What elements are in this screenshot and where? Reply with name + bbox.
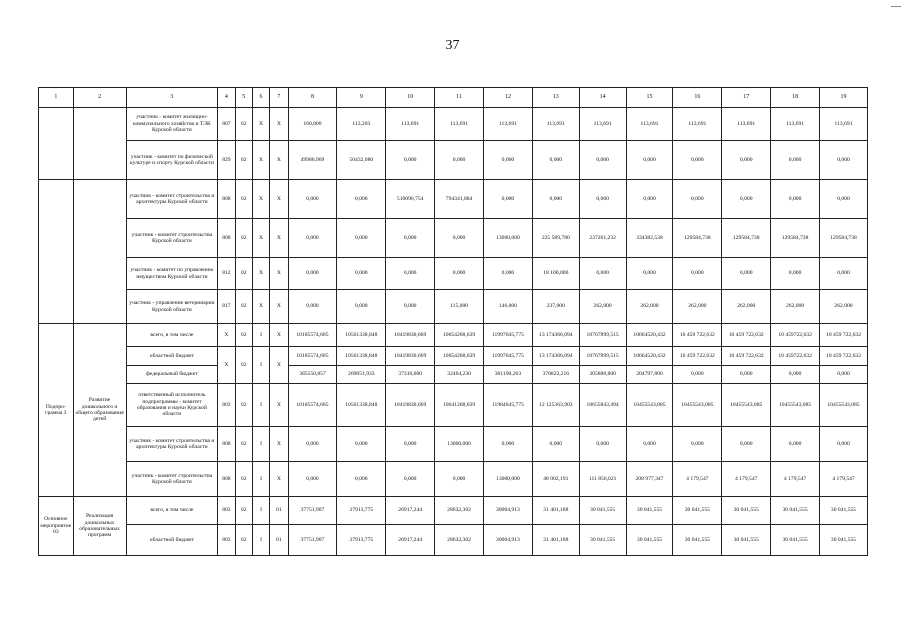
value-cell: 113,691 — [579, 108, 626, 141]
cell: I — [252, 525, 269, 556]
value-cell: 10185574,685 — [288, 384, 337, 427]
value-cell: 10654268,639 — [435, 324, 484, 347]
cell: Х — [270, 219, 288, 258]
cell: 02 — [235, 384, 252, 427]
cell: 808 — [218, 180, 235, 219]
value-cell: 113,691 — [532, 108, 579, 141]
value-cell: 26917,244 — [386, 497, 435, 525]
cell: Х — [270, 180, 288, 219]
table-row — [39, 462, 868, 497]
value-cell: 37751,907 — [288, 497, 337, 525]
value-cell: 0,000 — [386, 427, 435, 462]
value-cell: 237,000 — [532, 290, 579, 324]
value-cell: 18 100,000 — [532, 258, 579, 290]
value-cell: 0,000 — [532, 141, 579, 180]
cell: I — [252, 324, 269, 347]
col-header: 9 — [337, 88, 386, 108]
value-cell: 4 179,547 — [771, 462, 820, 497]
value-cell: 0,000 — [288, 427, 337, 462]
cell: I — [252, 497, 269, 525]
value-cell: 30 041,555 — [771, 525, 820, 556]
value-cell: 334382,538 — [626, 219, 673, 258]
empty-cell — [39, 108, 74, 180]
value-cell: 10 459722,632 — [771, 324, 820, 347]
value-cell: 262,000 — [722, 290, 771, 324]
value-cell: 10419830,669 — [386, 384, 435, 427]
value-cell: 204797,800 — [626, 366, 673, 384]
value-cell: 13000,000 — [435, 427, 484, 462]
value-cell: 30 041,555 — [626, 525, 673, 556]
value-cell: 0,000 — [288, 258, 337, 290]
col-header: 5 — [235, 88, 252, 108]
value-cell: 37913,775 — [337, 497, 386, 525]
header-row — [39, 88, 868, 108]
value-cell: 10654268,639 — [435, 347, 484, 366]
cell: Х — [270, 384, 288, 427]
value-cell: 0,000 — [579, 180, 626, 219]
corner-mark — [891, 6, 901, 7]
value-cell: 4 179,547 — [820, 462, 868, 497]
cell: I — [252, 347, 269, 384]
value-cell: 12 125363,903 — [532, 384, 579, 427]
value-cell: 0,000 — [337, 462, 386, 497]
value-cell: 262,000 — [673, 290, 722, 324]
col-header: 1 — [39, 88, 74, 108]
value-cell: 361190,263 — [484, 366, 533, 384]
row-desc: участник - комитет строительства Курской области — [126, 219, 218, 258]
value-cell: 0,000 — [820, 427, 868, 462]
value-cell: 113,691 — [484, 108, 533, 141]
row-desc: участник - управление ветеринарии Курской области — [126, 290, 218, 324]
value-cell: 30 041,555 — [771, 497, 820, 525]
row-desc: участник - комитет по физической культуре и спорту Курской области — [126, 141, 218, 180]
col-header: 12 — [484, 88, 533, 108]
value-cell: 794341,884 — [435, 180, 484, 219]
row-desc: всего, в том числе — [126, 324, 218, 347]
value-cell: 0,000 — [386, 219, 435, 258]
value-cell: 0,000 — [579, 141, 626, 180]
value-cell: 0,000 — [386, 258, 435, 290]
value-cell: 0,000 — [771, 141, 820, 180]
cell: 812 — [218, 258, 235, 290]
cell: Х — [270, 290, 288, 324]
value-cell: 0,000 — [386, 141, 435, 180]
cell: 803 — [218, 497, 235, 525]
value-cell: 10185574,685 — [288, 324, 337, 347]
value-cell: 10455543,085 — [626, 384, 673, 427]
value-cell: 30 041,555 — [820, 497, 868, 525]
value-cell: 0,000 — [435, 462, 484, 497]
value-cell: 113,691 — [820, 108, 868, 141]
value-cell: 13000,000 — [484, 462, 533, 497]
value-cell: 30004,913 — [484, 525, 533, 556]
value-cell: 269051,933 — [337, 366, 386, 384]
value-cell: 113,691 — [673, 108, 722, 141]
value-cell: 0,000 — [626, 141, 673, 180]
value-cell: 113,691 — [722, 108, 771, 141]
value-cell: 129584,738 — [673, 219, 722, 258]
value-cell: 0,000 — [673, 180, 722, 219]
value-cell: 10664520,432 — [626, 347, 673, 366]
col-header: 4 — [218, 88, 235, 108]
cell: Х — [270, 108, 288, 141]
table-row — [39, 384, 868, 427]
cell: 808 — [218, 462, 235, 497]
value-cell: 37751,907 — [288, 525, 337, 556]
col-header: 14 — [579, 88, 626, 108]
activity-label: Основное мероприятие 03 — [39, 497, 74, 556]
table-row — [39, 366, 868, 384]
value-cell: 0,000 — [820, 366, 868, 384]
value-cell: 0,000 — [722, 141, 771, 180]
value-cell: 10 459 722,632 — [673, 347, 722, 366]
value-cell: 0,000 — [386, 462, 435, 497]
value-cell: 4 179,547 — [673, 462, 722, 497]
value-cell: 11997645,775 — [484, 347, 533, 366]
value-cell: 225 589,780 — [532, 219, 579, 258]
value-cell: 10419830,669 — [386, 324, 435, 347]
value-cell: 129584,738 — [820, 219, 868, 258]
value-cell: 13000,000 — [484, 219, 533, 258]
col-header: 13 — [532, 88, 579, 108]
value-cell: 48 002,191 — [532, 462, 579, 497]
cell: 808 — [218, 219, 235, 258]
value-cell: 30 041,555 — [722, 525, 771, 556]
value-cell: 10 459 722,632 — [820, 324, 868, 347]
value-cell: 30 041,555 — [820, 525, 868, 556]
value-cell: 0,000 — [337, 180, 386, 219]
cell: Х — [252, 219, 269, 258]
value-cell: 13 174366,094 — [532, 347, 579, 366]
table-row — [39, 219, 868, 258]
value-cell: 262,000 — [771, 290, 820, 324]
value-cell: 370822,216 — [532, 366, 579, 384]
cell: 829 — [218, 141, 235, 180]
col-header: 17 — [722, 88, 771, 108]
value-cell: 10 459 722,632 — [722, 324, 771, 347]
value-cell: 160,800 — [288, 108, 337, 141]
cell: Х — [270, 141, 288, 180]
value-cell: 510096,754 — [386, 180, 435, 219]
cell: 02 — [235, 427, 252, 462]
value-cell: 0,000 — [288, 290, 337, 324]
value-cell: 0,000 — [484, 258, 533, 290]
value-cell: 0,000 — [337, 258, 386, 290]
cell: 02 — [235, 324, 252, 347]
value-cell: 10455543,085 — [771, 384, 820, 427]
value-cell: 0,000 — [435, 258, 484, 290]
cell: 02 — [235, 180, 252, 219]
cell: 02 — [235, 219, 252, 258]
cell: Х — [270, 324, 288, 347]
value-cell: 262,000 — [820, 290, 868, 324]
value-cell: 30 041,555 — [673, 497, 722, 525]
value-cell: 113,691 — [771, 108, 820, 141]
value-cell: 31 401,188 — [532, 525, 579, 556]
value-cell: 10767899,515 — [579, 324, 626, 347]
cell: Х — [252, 290, 269, 324]
value-cell: 0,000 — [820, 180, 868, 219]
col-header: 10 — [386, 88, 435, 108]
value-cell: 113,691 — [386, 108, 435, 141]
cell: Х — [252, 108, 269, 141]
value-cell: 0,000 — [673, 258, 722, 290]
cell: Х — [252, 258, 269, 290]
value-cell: 49986,969 — [288, 141, 337, 180]
col-header: 7 — [270, 88, 288, 108]
value-cell: 10641268,639 — [435, 384, 484, 427]
value-cell: 0,000 — [484, 141, 533, 180]
value-cell: 0,000 — [626, 258, 673, 290]
cell: 807 — [218, 108, 235, 141]
value-cell: 26917,244 — [386, 525, 435, 556]
activity-name: Реализация дошкольных образовательных программ — [73, 497, 126, 556]
cell: 02 — [235, 108, 252, 141]
value-cell: 0,000 — [820, 258, 868, 290]
value-cell: 10 459722,632 — [771, 347, 820, 366]
row-desc: участник - комитет по управлению имуществом Курской области — [126, 258, 218, 290]
cell: 02 — [235, 462, 252, 497]
value-cell: 0,000 — [337, 219, 386, 258]
value-cell: 10 459 722,632 — [722, 347, 771, 366]
value-cell: 10455543,085 — [820, 384, 868, 427]
value-cell: 10 459 722,632 — [673, 324, 722, 347]
value-cell: 0,000 — [626, 180, 673, 219]
budget-table — [38, 87, 868, 556]
table-row — [39, 497, 868, 525]
value-cell: 385550,857 — [288, 366, 337, 384]
value-cell: 30 041,555 — [722, 497, 771, 525]
value-cell: 305888,800 — [579, 366, 626, 384]
value-cell: 0,000 — [532, 427, 579, 462]
cell: I — [252, 384, 269, 427]
cell: 808 — [218, 427, 235, 462]
value-cell: 0,000 — [820, 141, 868, 180]
value-cell: 262,000 — [626, 290, 673, 324]
table-row — [39, 525, 868, 556]
col-header: 8 — [288, 88, 337, 108]
value-cell: 10561338,848 — [337, 384, 386, 427]
col-header: 11 — [435, 88, 484, 108]
value-cell: 4 179,547 — [722, 462, 771, 497]
table-row — [39, 258, 868, 290]
value-cell: 208 977,347 — [626, 462, 673, 497]
row-desc: ответственный исполнитель подпрограммы - комитет образования и науки Курской области — [126, 384, 218, 427]
cell: Х — [270, 347, 288, 384]
value-cell: 0,000 — [626, 427, 673, 462]
value-cell: 10455543,085 — [673, 384, 722, 427]
cell: Х — [252, 141, 269, 180]
col-header: 6 — [252, 88, 269, 108]
value-cell: 30 041,555 — [579, 525, 626, 556]
table-row — [39, 180, 868, 219]
cell: 02 — [235, 347, 252, 384]
value-cell: 0,000 — [484, 180, 533, 219]
value-cell: 10 459 722,632 — [820, 347, 868, 366]
row-desc: участник - комитет строительства и архитектуры Курской области — [126, 427, 218, 462]
value-cell: 0,000 — [288, 180, 337, 219]
cell: 02 — [235, 497, 252, 525]
value-cell: 11984645,775 — [484, 384, 533, 427]
value-cell: 0,000 — [386, 290, 435, 324]
value-cell: 0,000 — [288, 462, 337, 497]
value-cell: 13 174366,094 — [532, 324, 579, 347]
value-cell: 0,000 — [722, 258, 771, 290]
value-cell: 30 041,555 — [673, 525, 722, 556]
value-cell: 10419830,669 — [386, 347, 435, 366]
table-row — [39, 290, 868, 324]
value-cell: 37913,775 — [337, 525, 386, 556]
value-cell: 113,691 — [435, 108, 484, 141]
value-cell: 0,000 — [722, 180, 771, 219]
value-cell: 28632,302 — [435, 497, 484, 525]
value-cell: 0,000 — [771, 180, 820, 219]
value-cell: 115,000 — [435, 290, 484, 324]
cell: I — [252, 427, 269, 462]
value-cell: 10185574,685 — [288, 347, 337, 366]
row-desc: всего, в том числе — [126, 497, 218, 525]
row-desc: участник - комитет жилищно-коммунального хозяйства и ТЭК Курской области — [126, 108, 218, 141]
value-cell: 11997645,775 — [484, 324, 533, 347]
table-row — [39, 141, 868, 180]
value-cell: 0,000 — [673, 141, 722, 180]
empty-cell — [39, 180, 74, 324]
cell: I — [252, 462, 269, 497]
cell: 02 — [235, 141, 252, 180]
col-header: 19 — [820, 88, 868, 108]
value-cell: 113,203 — [337, 108, 386, 141]
table-row — [39, 427, 868, 462]
value-cell: 129584,738 — [771, 219, 820, 258]
value-cell: 129584,738 — [722, 219, 771, 258]
value-cell: 0,000 — [579, 427, 626, 462]
cell: Х — [252, 180, 269, 219]
cell: 803 — [218, 384, 235, 427]
row-desc: участник - комитет строительства и архитектуры Курской области — [126, 180, 218, 219]
col-header: 2 — [73, 88, 126, 108]
value-cell: 0,000 — [579, 258, 626, 290]
value-cell: 10561338,848 — [337, 347, 386, 366]
cell: 02 — [235, 290, 252, 324]
value-cell: 10455543,085 — [722, 384, 771, 427]
col-header: 18 — [771, 88, 820, 108]
value-cell: 262,000 — [579, 290, 626, 324]
value-cell: 0,000 — [288, 219, 337, 258]
row-desc: участник - комитет строительства Курской области — [126, 462, 218, 497]
col-header: 3 — [126, 88, 218, 108]
value-cell: 0,000 — [673, 427, 722, 462]
subprogram-label: Подпро-грамма 3 — [39, 324, 74, 497]
value-cell: 0,000 — [722, 427, 771, 462]
cell: 01 — [270, 497, 288, 525]
value-cell: 0,000 — [673, 366, 722, 384]
row-desc: областной бюджет — [126, 347, 218, 366]
value-cell: 0,000 — [771, 258, 820, 290]
value-cell: 32464,230 — [435, 366, 484, 384]
col-header: 15 — [626, 88, 673, 108]
subprogram-name: Развитие дошкольного и общего образования детей — [73, 324, 126, 497]
cell: Х — [218, 324, 235, 347]
table-row — [39, 108, 868, 141]
empty-cell — [73, 108, 126, 180]
cell: Х — [270, 462, 288, 497]
cell: 01 — [270, 525, 288, 556]
value-cell: 0,000 — [484, 427, 533, 462]
value-cell: 0,000 — [337, 290, 386, 324]
table-row — [39, 324, 868, 347]
value-cell: 31 401,188 — [532, 497, 579, 525]
value-cell: 0,000 — [771, 427, 820, 462]
value-cell: 10561338,848 — [337, 324, 386, 347]
cell: 803 — [218, 525, 235, 556]
cell: 02 — [235, 525, 252, 556]
value-cell: 146,000 — [484, 290, 533, 324]
empty-cell — [73, 180, 126, 324]
page-number: 37 — [445, 38, 460, 53]
value-cell: 37316,000 — [386, 366, 435, 384]
cell: 817 — [218, 290, 235, 324]
value-cell: 30004,913 — [484, 497, 533, 525]
value-cell: 30 041,555 — [626, 497, 673, 525]
cell: 02 — [235, 258, 252, 290]
value-cell: 0,000 — [337, 427, 386, 462]
value-cell: 111 856,021 — [579, 462, 626, 497]
value-cell: 237261,232 — [579, 219, 626, 258]
row-desc: областной бюджет — [126, 525, 218, 556]
value-cell: 113,691 — [626, 108, 673, 141]
value-cell: 10664520,432 — [626, 324, 673, 347]
value-cell: 30 041,555 — [579, 497, 626, 525]
value-cell: 0,000 — [435, 141, 484, 180]
value-cell: 28632,302 — [435, 525, 484, 556]
col-header: 16 — [673, 88, 722, 108]
value-cell: 10767899,515 — [579, 347, 626, 366]
value-cell: 50432,080 — [337, 141, 386, 180]
row-desc: федеральный бюджет — [126, 366, 218, 384]
cell: Х — [270, 427, 288, 462]
value-cell: 10655843,494 — [579, 384, 626, 427]
table-row — [39, 347, 868, 366]
cell: Х — [218, 347, 235, 384]
cell: Х — [270, 258, 288, 290]
value-cell: 0,000 — [435, 219, 484, 258]
value-cell: 0,000 — [532, 180, 579, 219]
value-cell: 0,000 — [771, 366, 820, 384]
value-cell: 0,000 — [722, 366, 771, 384]
